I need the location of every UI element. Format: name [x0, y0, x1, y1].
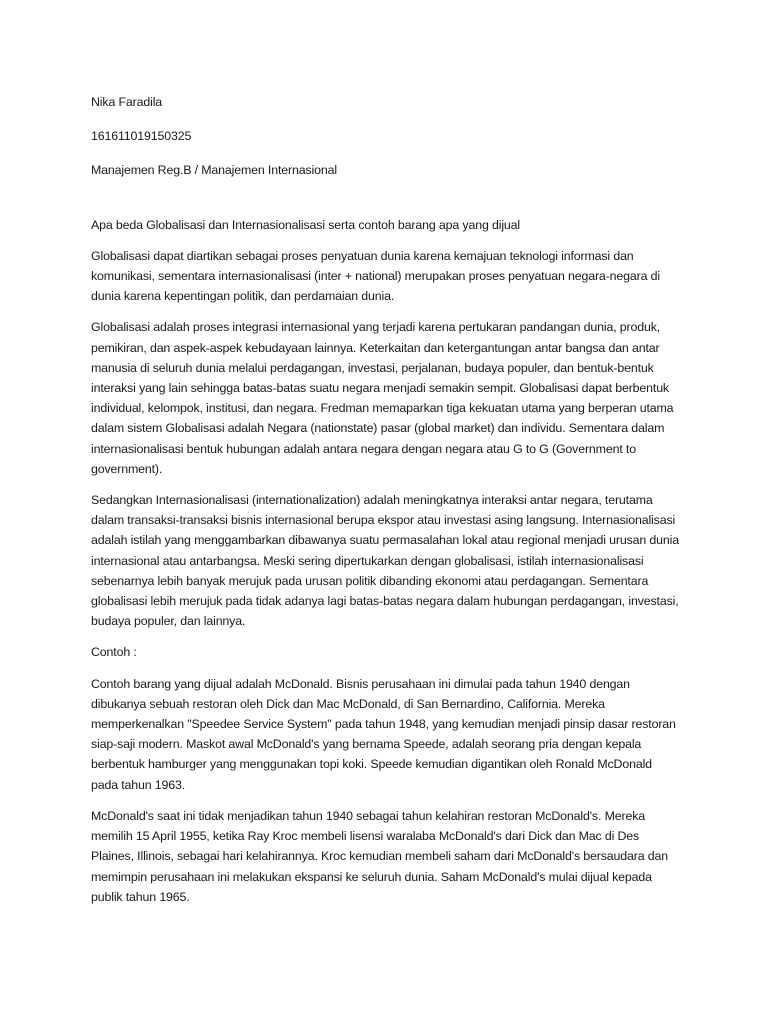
example-label: Contoh : — [91, 645, 137, 660]
paragraph-mcdonald-kroc: McDonald's saat ini tidak menjadikan tahun 1940 sebagai tahun kelahiran restoran McDonald's. Mereka memilih 15 April 1955, ketika Ray Kroc membeli lisensi waralaba McDonald's dari Dick dan Mac di Des Plaines, Illinois, sebagai hari kelahirannya. Kroc kemudian membeli saham dari McDonald's bersaudara dan memimpin perusahaan ini melakukan ekspansi ke seluruh dunia. Saham McDonald's mulai dijual kepada publik tahun 1965. — [91, 808, 669, 904]
document-body — [91, 92, 681, 918]
paragraph-globalisasi: Globalisasi adalah proses integrasi internasional yang terjadi karena pertukaran pandangan dunia, produk, pemikiran, dan aspek-aspek kebudayaan lainnya. Keterkaitan dan ketergantungan antar bangsa dan antar manusia di seluruh dunia melalui perdagangan, investasi, perjalanan, budaya populer, dan bentuk-bentuk interaksi yang lain sehingga batas-batas suatu negara menjadi semakin sempit. Globalisasi dapat berbentuk individual, kelompok, institusi, dan negara. Fredman memaparkan tiga kekuatan utama yang berperan utama dalam sistem Globalisasi adalah Negara (nationstate) pasar (global market) dan individu. Sementara dalam internasionalisasi bentuk hubungan adalah antara negara dengan negara atau G to G (Government to government). — [91, 320, 674, 476]
author-name: Nika Faradila — [91, 95, 163, 109]
study-program: Manajemen Reg.B / Manajemen Internasional — [91, 163, 337, 178]
paragraph-internasionalisasi: Sedangkan Internasionalisasi (internationalization) adalah meningkatnya interaksi antar negara, terutama dalam transaksi-transaksi bisnis internasional berupa ekspor atau investasi asing langsung. Internasionalisasi adalah istilah yang menggambarkan dibawanya suatu permasalahan lokal atau regional menjadi urusan dunia internasional atau antarbangsa. Meski sering dipertukarkan dengan globalisasi, istilah internasionalisasi sebenarnya lebih banyak merujuk pada urusan politik dibanding ekonomi atau perdagangan. Sementara globalisasi lebih merujuk pada tidak adanya lagi batas-batas negara dalam hubungan perdagangan, investasi, budaya populer, dan lainnya. — [91, 493, 679, 629]
paragraph-mcdonald-history: Contoh barang yang dijual adalah McDonald. Bisnis perusahaan ini dimulai pada tahun 1940 dengan dibukanya sebuah restoran oleh Dick dan Mac McDonald, di San Bernardino, California. Mereka memperkenalkan "Speedee Service System" pada tahun 1948, yang kemudian menjadi pinsip dasar restoran siap-saji modern. Maskot awal McDonald's yang bernama Speede, adalah seorang pria dengan kepala berbentuk hamburger yang menggunakan topi koki. Speede kemudian digantikan oleh Ronald McDonald pada tahun 1963. — [91, 676, 676, 792]
paragraph-definition: Globalisasi dapat diartikan sebagai proses penyatuan dunia karena kemajuan teknologi informasi dan komunikasi, sementara internasionalisasi (inter + national) merupakan proses penyatuan negara-negara di dunia karena kepentingan politik, dan perdamaian dunia. — [91, 248, 660, 304]
student-id: 161611019150325 — [91, 129, 192, 144]
question-heading: Apa beda Globalisasi dan Internasionalisasi serta contoh barang apa yang dijual — [91, 217, 521, 232]
